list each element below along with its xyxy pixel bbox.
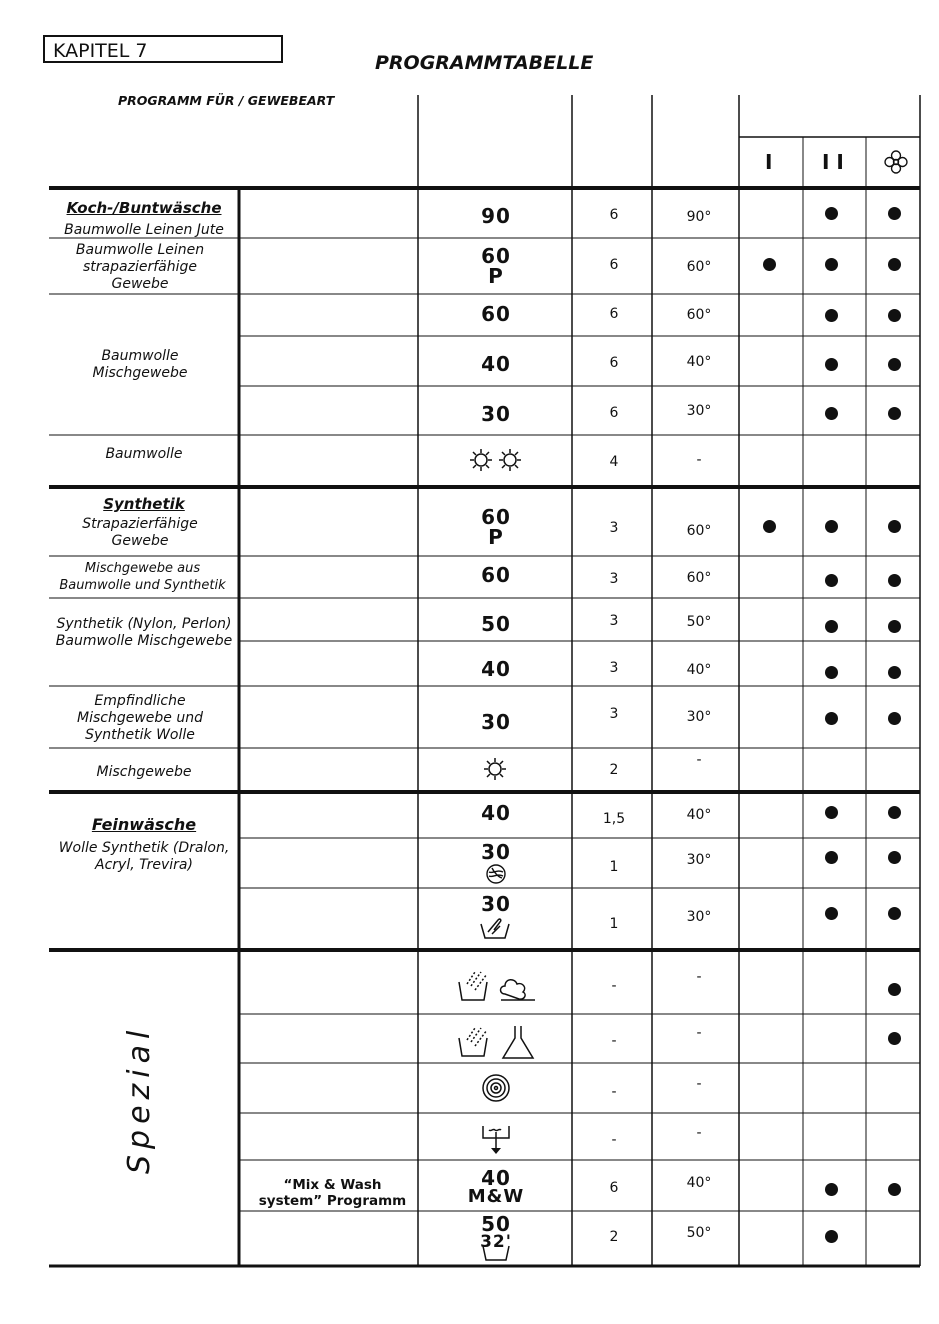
mainwash-dot: [825, 574, 838, 587]
load-value: 3: [609, 706, 619, 722]
softener-dot: [888, 407, 901, 420]
temperature-value: 30°: [686, 403, 712, 419]
load-value: 6: [609, 306, 619, 322]
spin-icon: [480, 1072, 512, 1104]
temperature-value: 40°: [686, 807, 712, 823]
category-fein-sub1: Wolle Synthetik (Dralon, Acryl, Trevira): [58, 840, 230, 873]
double-sun-icon: [466, 446, 526, 474]
program-number: 50: [481, 1212, 511, 1236]
load-value: 2: [609, 1229, 619, 1245]
program-column-header: PROGRAMM FÜR / GEWEBEART: [118, 93, 335, 108]
category-synth-sub3: Synthetik (Nylon, Perlon) Baumwolle Mischgewebe: [55, 616, 233, 649]
category-koch-sub3: Baumwolle Mischgewebe: [92, 348, 188, 381]
softener-dot: [888, 520, 901, 533]
mainwash-dot: [825, 309, 838, 322]
mainwash-dot: [825, 407, 838, 420]
softener-dot: [888, 574, 901, 587]
load-value: 1: [609, 859, 619, 875]
temperature-value: -: [696, 1076, 702, 1092]
load-value: 1,5: [602, 811, 626, 827]
category-koch-sub1: Baumwolle Leinen Jute: [64, 222, 224, 238]
temperature-value: 50°: [686, 614, 712, 630]
softener-dot: [888, 309, 901, 322]
temperature-value: 90°: [686, 209, 712, 225]
mainwash-dot: [825, 851, 838, 864]
load-value: 6: [609, 207, 619, 223]
mainwash-dot: [825, 1183, 838, 1196]
category-koch-sub4: Baumwolle: [105, 446, 183, 462]
program-number: 50: [481, 612, 511, 636]
temperature-value: 40°: [686, 1175, 712, 1191]
mainwash-dot: [825, 358, 838, 371]
prewash-dot: [763, 520, 776, 533]
load-value: 3: [609, 613, 619, 629]
mainwash-dot: [825, 666, 838, 679]
temperature-value: -: [696, 1125, 702, 1141]
program-suffix: P: [488, 264, 504, 288]
program-number: 90: [481, 204, 511, 228]
load-value: -: [611, 978, 617, 994]
mainwash-dot: [825, 712, 838, 725]
load-value: -: [611, 1033, 617, 1049]
temperature-value: 40°: [686, 662, 712, 678]
load-value: 1: [609, 916, 619, 932]
temperature-value: 60°: [686, 307, 712, 323]
mainwash-dot: [825, 907, 838, 920]
temperature-value: 30°: [686, 852, 712, 868]
category-synth-sub5: Mischgewebe: [96, 764, 192, 780]
rinse-bleach-icon: [455, 1022, 541, 1062]
load-value: 3: [609, 571, 619, 587]
prewash-dot: [763, 258, 776, 271]
column-wash-header: I I: [822, 150, 844, 174]
mw-label: M&W: [467, 1186, 525, 1207]
category-synth-sub1: Strapazierfähige Gewebe: [82, 516, 198, 549]
load-value: 6: [609, 257, 619, 273]
program-number: 60: [481, 505, 511, 529]
softener-dot: [888, 907, 901, 920]
mainwash-dot: [825, 806, 838, 819]
program-number: 60: [481, 244, 511, 268]
load-value: 2: [609, 762, 619, 778]
category-fein-title: Feinwäsche: [91, 815, 197, 834]
load-value: 6: [609, 405, 619, 421]
softener-dot: [888, 983, 901, 996]
short-time-label: 32': [480, 1232, 512, 1252]
program-number: 60: [481, 563, 511, 587]
drain-icon: [480, 1122, 512, 1156]
category-synth-sub4: Empfindliche Mischgewebe und Synthetik Wolle: [77, 693, 203, 743]
flower-icon: [883, 149, 909, 175]
softener-dot: [888, 712, 901, 725]
program-number: 30: [481, 840, 511, 864]
page-title: PROGRAMMTABELLE: [375, 52, 594, 74]
chapter-label: KAPITEL 7: [43, 35, 283, 63]
category-koch-title: Koch-/Buntwäsche: [66, 199, 222, 217]
softener-dot: [888, 358, 901, 371]
program-number: 40: [481, 657, 511, 681]
program-number: 60: [481, 302, 511, 326]
mix-wash-label: “Mix & Wash system” Programm: [258, 1177, 407, 1209]
category-synth-sub2: Mischgewebe aus Baumwolle und Synthetik: [59, 561, 226, 593]
softener-dot: [888, 207, 901, 220]
temperature-value: 30°: [686, 909, 712, 925]
softener-dot: [888, 851, 901, 864]
program-number: 40: [481, 1166, 511, 1190]
softener-dot: [888, 258, 901, 271]
temperature-value: 60°: [686, 259, 712, 275]
softener-dot: [888, 806, 901, 819]
temperature-value: -: [696, 1025, 702, 1041]
softener-dot: [888, 1183, 901, 1196]
mainwash-dot: [825, 1230, 838, 1243]
column-prewash-header: I: [765, 150, 773, 174]
program-suffix: P: [488, 525, 504, 549]
mainwash-dot: [825, 620, 838, 633]
load-value: 6: [609, 355, 619, 371]
temperature-value: 50°: [686, 1225, 712, 1241]
category-koch-sub2: Baumwolle Leinen strapazierfähige Gewebe: [75, 242, 205, 292]
program-number: 30: [481, 402, 511, 426]
temperature-value: 30°: [686, 709, 712, 725]
softener-dot: [888, 1032, 901, 1045]
mainwash-dot: [825, 207, 838, 220]
load-value: 6: [609, 1180, 619, 1196]
program-number: 40: [481, 801, 511, 825]
softener-dot: [888, 620, 901, 633]
load-value: -: [611, 1132, 617, 1148]
basin-icon: [480, 1236, 512, 1262]
wool-icon: [484, 862, 508, 886]
handwash-icon: [478, 912, 514, 942]
program-number: 40: [481, 352, 511, 376]
temperature-value: 60°: [686, 523, 712, 539]
program-number: 30: [481, 892, 511, 916]
temperature-value: 60°: [686, 570, 712, 586]
temperature-value: -: [696, 969, 702, 985]
load-value: 3: [609, 660, 619, 676]
category-spezial: Spezial: [122, 1024, 157, 1174]
temperature-value: 40°: [686, 354, 712, 370]
load-value: 4: [609, 454, 619, 470]
mainwash-dot: [825, 258, 838, 271]
category-synth-title: Synthetik: [103, 495, 185, 513]
temperature-value: -: [696, 752, 702, 768]
rinse-softener-icon: [455, 966, 541, 1004]
mainwash-dot: [825, 520, 838, 533]
load-value: -: [611, 1084, 617, 1100]
temperature-value: -: [696, 452, 702, 468]
softener-dot: [888, 666, 901, 679]
sun-icon: [481, 755, 509, 783]
program-number: 30: [481, 710, 511, 734]
load-value: 3: [609, 520, 619, 536]
